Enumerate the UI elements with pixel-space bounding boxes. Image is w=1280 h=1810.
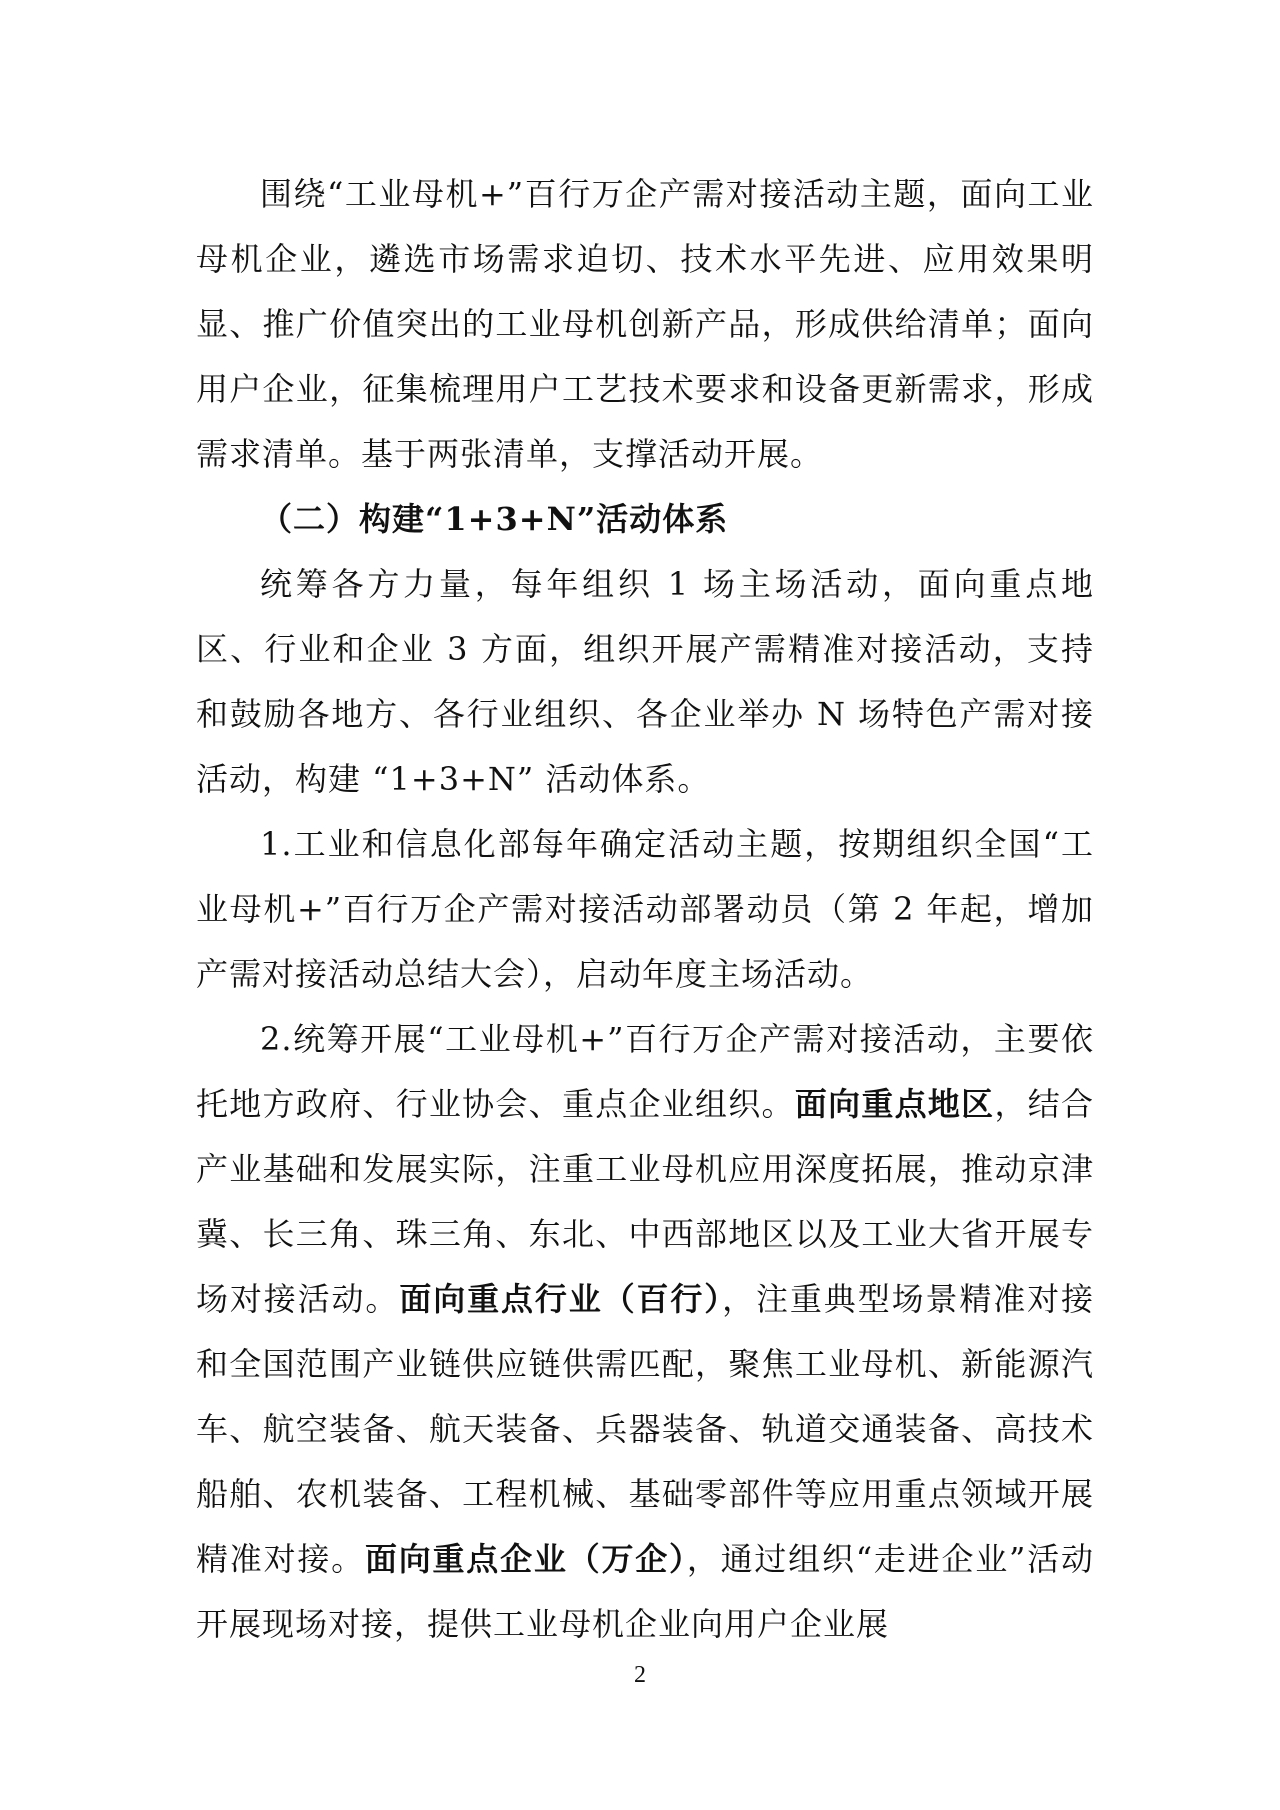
paragraph-supply-demand-lists: 围绕“工业母机+”百行万企产需对接活动主题，面向工业母机企业，遴选市场需求迫切、技术水平先进、应用效果明显、推广价值突出的工业母机创新产品，形成供给清单；面向用户企业，征集梳理用户工艺技术要求和设备更新需求，形成需求清单。基于两张清单，支撑活动开展。	[196, 175, 1094, 473]
list-item-2	[196, 1007, 1094, 1657]
key-enterprise-emphasis: 面向重点企业（万企）	[364, 1540, 687, 1578]
list-item-2-text: ，结合产业基础和发展实际，注重工业母机应用深度拓展，推动京津冀、长三角、珠三角、东北、中西部地区以及工业大省开展专场对接活动。	[196, 1085, 1094, 1318]
list-item-2-text: ，注重典型场景精准对接和全国范围产业链供应链供需匹配，聚焦工业母机、新能源汽车、航空装备、航天装备、兵器装备、轨道交通装备、高技术船舶、农机装备、工程机械、基础零部件等应用重点领域开展精准对接。	[196, 1280, 1094, 1578]
document-body	[196, 162, 1094, 1657]
list-item-2-text: ，通过组织“走进企业”活动开展现场对接，提供工业母机企业向用户企业展	[196, 1540, 1094, 1643]
list-item-2-text: 2.统筹开展“工业母机+”百行万企产需对接活动，主要依托地方政府、行业协会、重点企业组织。	[196, 1020, 1094, 1123]
paragraph-activity-system: 统筹各方力量，每年组织 1 场主场活动，面向重点地区、行业和企业 3 方面，组织开展产需精准对接活动，支持和鼓励各地方、各行业组织、各企业举办 N 场特色产需对接活动，构建 “1+3+N” 活动体系。	[196, 565, 1094, 798]
page-number: 2	[634, 1662, 646, 1688]
key-industry-emphasis: 面向重点行业（百行）	[399, 1280, 723, 1318]
list-item-1: 1.工业和信息化部每年确定活动主题，按期组织全国“工业母机+”百行万企产需对接活动部署动员（第 2 年起，增加产需对接活动总结大会），启动年度主场活动。	[196, 825, 1094, 993]
key-region-emphasis: 面向重点地区	[794, 1085, 995, 1123]
section-heading-activity-system: （二）构建“1+3+N”活动体系	[260, 500, 729, 538]
